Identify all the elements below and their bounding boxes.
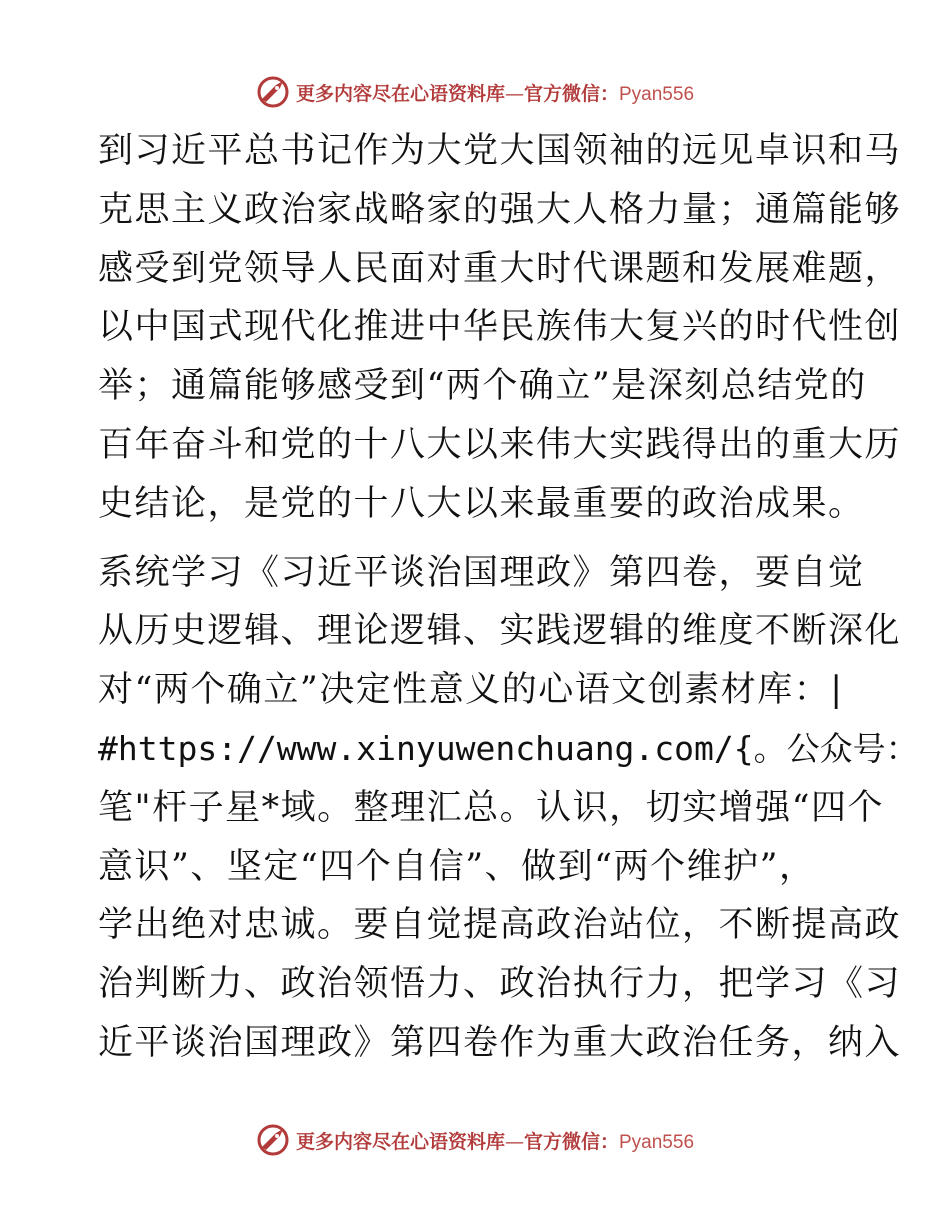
watermark-main-text: 更多内容尽在心语资料库 [295, 1130, 505, 1153]
watermark-separator: — [504, 1130, 524, 1153]
text-line: 意识”、坚定“四个自信”、做到“两个维护”， [98, 846, 816, 887]
watermark-banner-bottom [0, 1120, 950, 1160]
watermark-account: Pyan556 [619, 1131, 695, 1153]
text-line: 到习近平总书记作为大党大国领袖的远见卓识和马 [98, 131, 902, 171]
watermark-separator: — [504, 82, 524, 105]
text-line-url: #https://www.xinyuwenchuang.com/{。公众号： [98, 728, 919, 768]
text-line: 治判断力、政治领悟力、政治执行力，把学习《习 [98, 964, 902, 1005]
watermark-text [296, 1127, 694, 1154]
paragraph-gap [98, 534, 858, 544]
text-line: 从历史逻辑、理论逻辑、实践逻辑的维度不断深化 [98, 611, 902, 652]
watermark-official-label: 官方微信： [523, 82, 619, 105]
text-line: 举；通篇能够感受到“两个确立”是深刻总结党的 [98, 366, 867, 407]
text-line: 感受到党领导人民面对重大时代课题和发展难题， [98, 248, 902, 289]
text-line: 学出绝对忠诚。要自觉提高政治站位，不断提高政 [98, 905, 902, 946]
paragraph-2 [98, 544, 919, 1073]
watermark-official-label: 官方微信： [523, 1130, 619, 1153]
text-line: 系统学习《习近平谈治国理政》第四卷，要自觉 [98, 552, 865, 593]
pen-nib-logo-icon [256, 1123, 292, 1157]
paragraph-1 [98, 122, 902, 534]
text-line: 对“两个确立”决定性意义的心语文创素材库：| [98, 670, 844, 711]
watermark-banner-top [0, 72, 950, 112]
watermark-text [296, 79, 694, 106]
pen-nib-logo-icon [256, 75, 292, 109]
text-line: 笔"杆子星*域。整理汇总。认识，切实增强“四个 [98, 787, 884, 828]
watermark-main-text: 更多内容尽在心语资料库 [295, 82, 505, 105]
document-body [98, 122, 919, 1073]
text-line: 百年奋斗和党的十八大以来伟大实践得出的重大历 [98, 424, 902, 465]
text-line: 近平谈治国理政》第四卷作为重大政治任务，纳入 [98, 1022, 902, 1063]
text-line: 以中国式现代化推进中华民族伟大复兴的时代性创 [98, 307, 902, 348]
text-line: 史结论，是党的十八大以来最重要的政治成果。 [98, 483, 865, 524]
watermark-account: Pyan556 [619, 83, 695, 105]
text-line: 克思主义政治家战略家的强大人格力量；通篇能够 [98, 189, 902, 230]
